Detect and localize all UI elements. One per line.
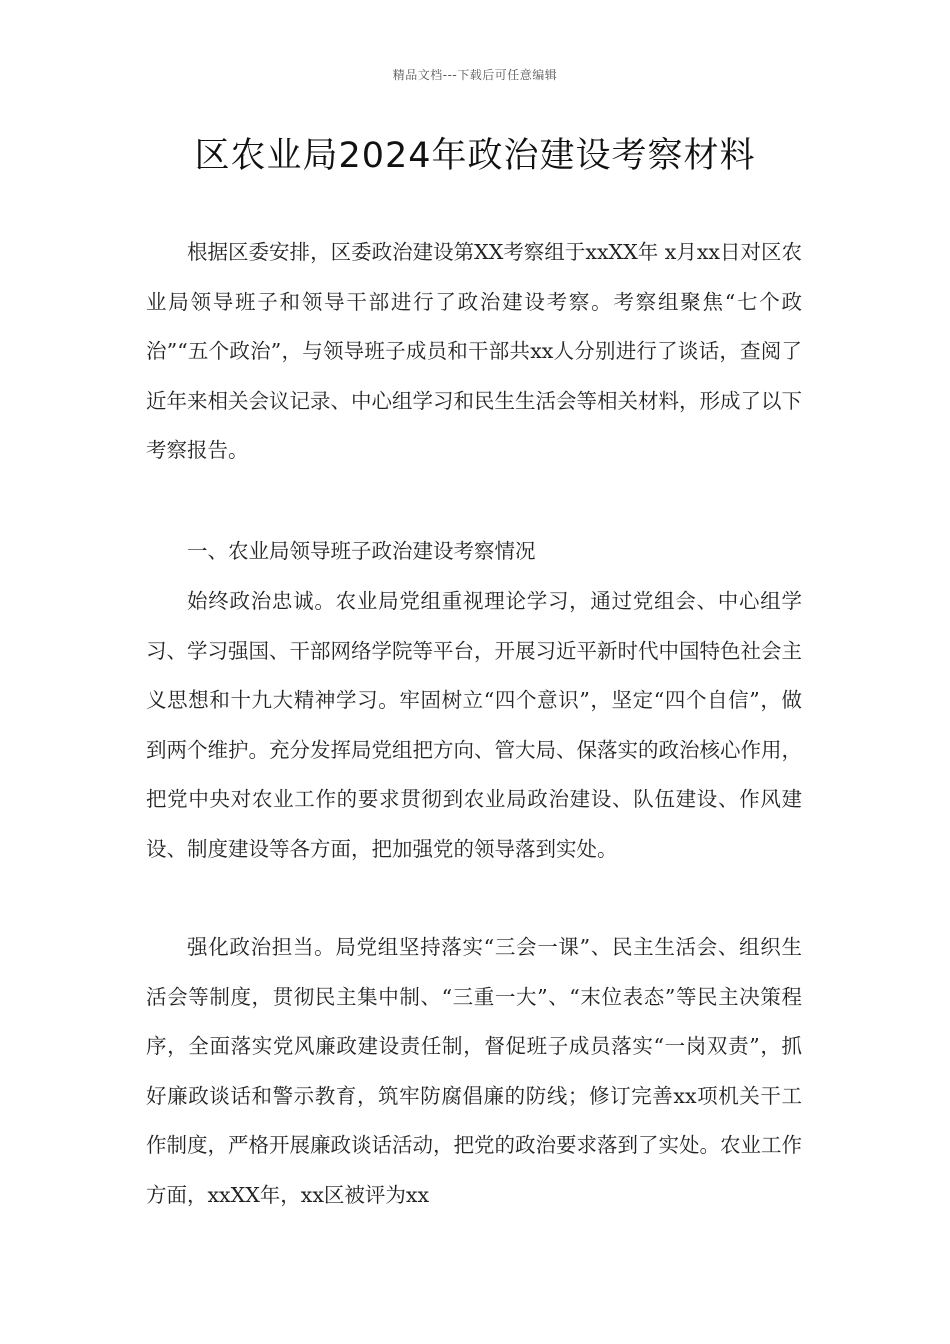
paragraph-intro: 根据区委安排，区委政治建设第XX考察组于xxXX年 x月xx日对区农业局领导班子和领导干部进行了政治建设考察。考察组聚焦“七个政治”“五个政治”，与领导班子成员和干部共xx人分别进行了谈话，查阅了近年来相关会议记录、中心组学习和民生生活会等相关材料，形成了以下考察报告。	[146, 240, 802, 463]
paragraph-political-responsibility: 强化政治担当。局党组坚持落实“三会一课”、民主生活会、组织生活会等制度，贯彻民主集中制、“三重一大”、“末位表态”等民主决策程序，全面落实党风廉政建设责任制，督促班子成员落实“一岗双责”，抓好廉政谈话和警示教育，筑牢防腐倡廉的防线；修订完善xx项机关干工作制度，严格开展廉政谈话活动，把党的政治要求落到了实处。农业工作方面，xxXX年，xx区被评为xx	[146, 935, 802, 1207]
section-heading: 一、农业局领导班子政治建设考察情况	[187, 539, 536, 563]
paragraph-political-loyalty: 始终政治忠诚。农业局党组重视理论学习，通过党组会、中心组学习、学习强国、干部网络学院等平台，开展习近平新时代中国特色社会主义思想和十九大精神学习。牢固树立“四个意识”，坚定“四个自信”，做到两个维护。充分发挥局党组把方向、管大局、保落实的政治核心作用，把党中央对农业工作的要求贯彻到农业局政治建设、队伍建设、作风建设、制度建设等各方面，把加强党的领导落到实处。	[146, 589, 802, 861]
header-note: 精品文档---下载后可任意编辑	[392, 68, 558, 82]
document-title: 区农业局2024年政治建设考察材料	[194, 136, 756, 176]
